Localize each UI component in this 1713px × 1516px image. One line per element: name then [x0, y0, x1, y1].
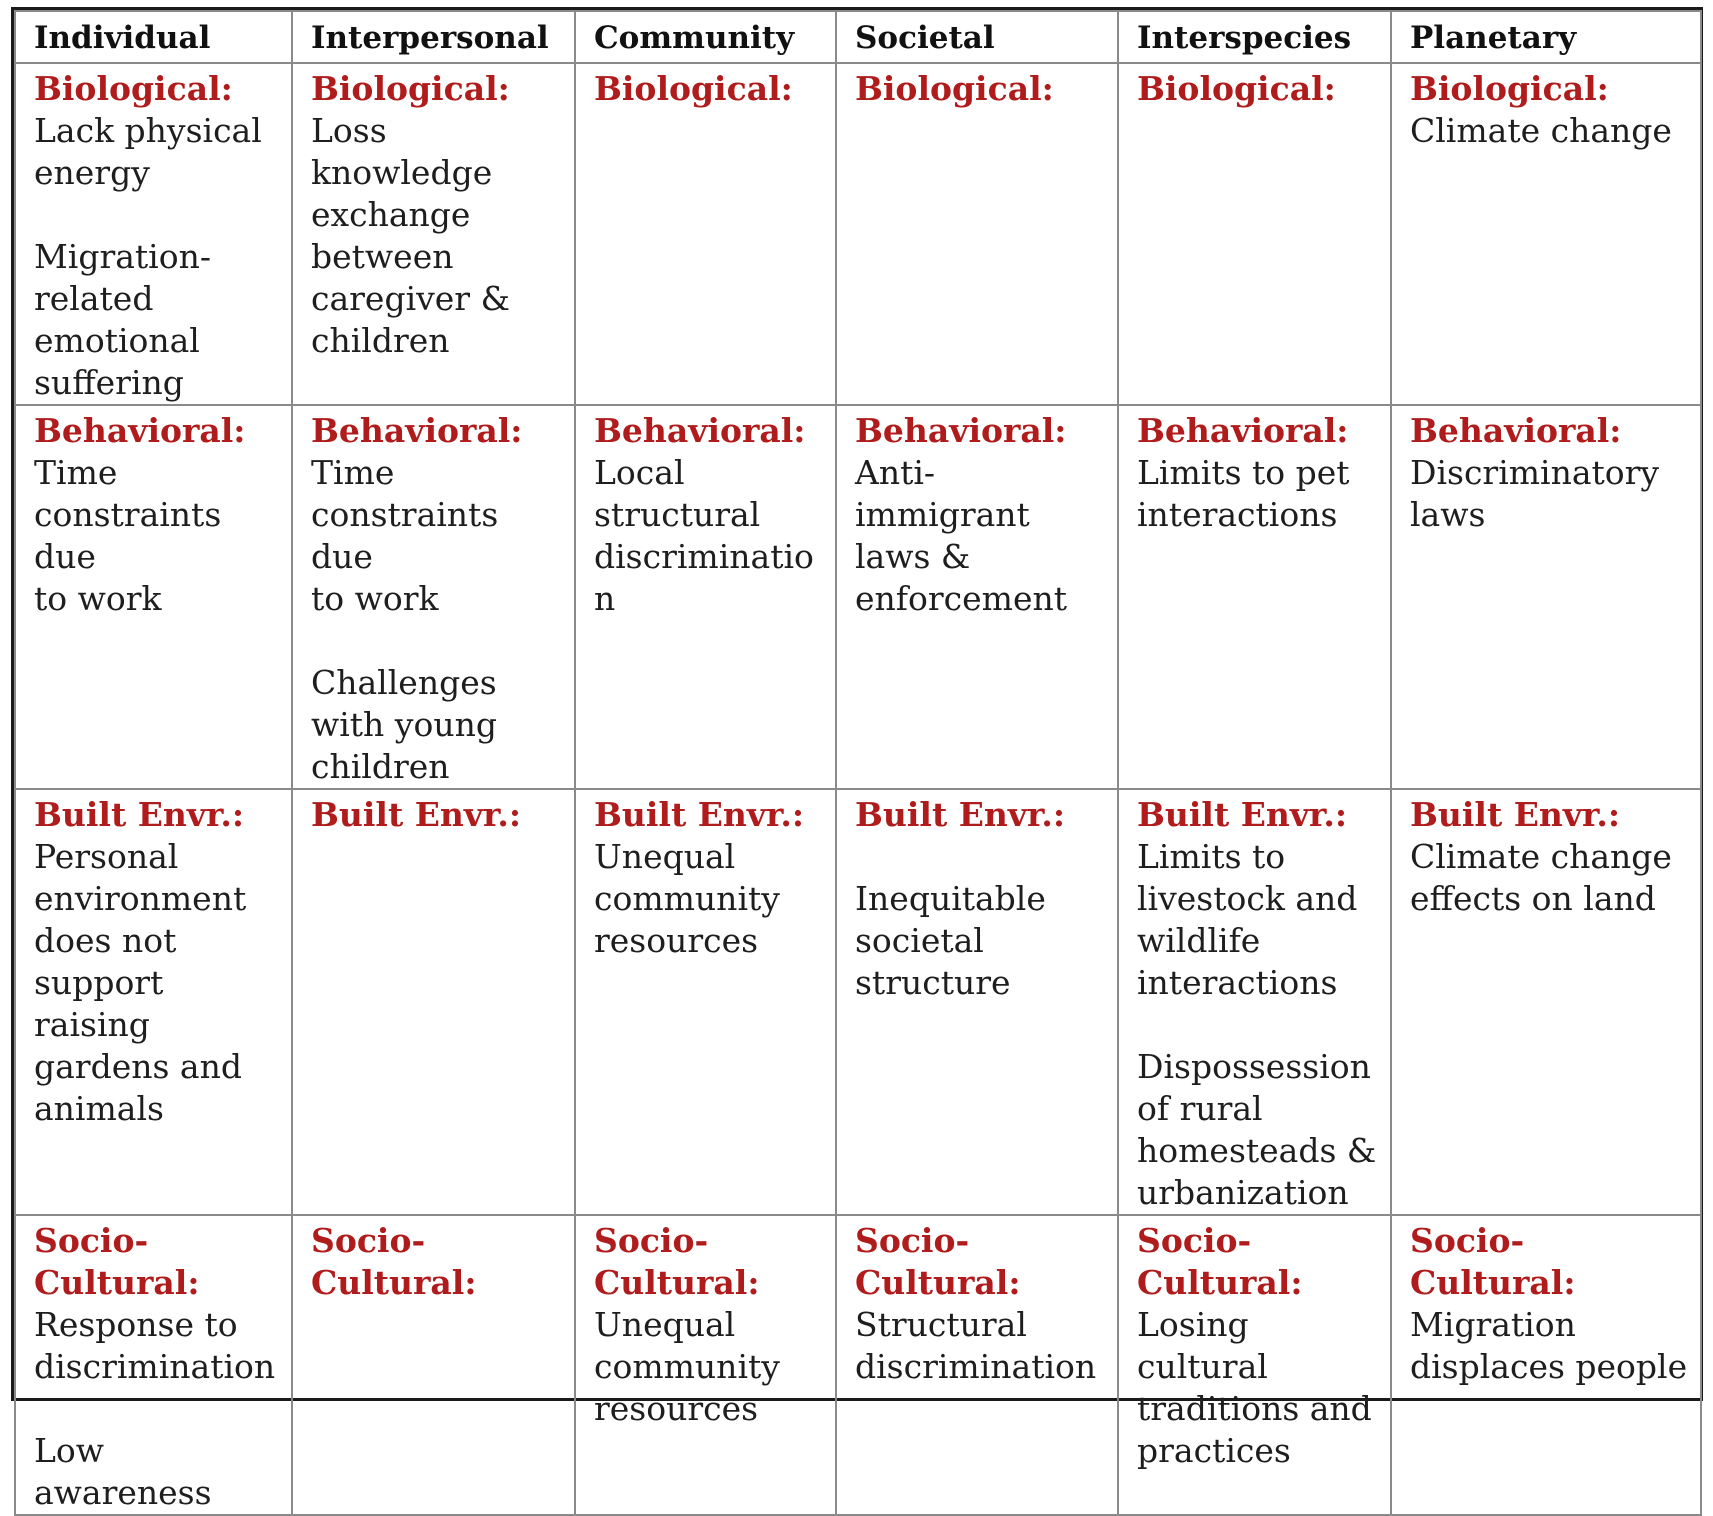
cell-text: Discriminatory laws	[1410, 453, 1660, 534]
cell-behavioral-interspecies	[1118, 405, 1391, 789]
header-interpersonal: Interpersonal	[292, 11, 575, 63]
category-label: Biological:	[1410, 69, 1609, 108]
header-community: Community	[575, 11, 836, 63]
header-row	[15, 11, 1701, 63]
cell-built-environment-societal	[836, 789, 1118, 1215]
header-societal: Societal	[836, 11, 1118, 63]
category-label: Socio- Cultural:	[1137, 1221, 1303, 1302]
category-label: Built Envr.:	[594, 795, 805, 834]
cell-socio-cultural-interpersonal	[292, 1215, 575, 1515]
cell-text: Loss knowledge exchange between caregiver & children	[311, 111, 510, 360]
category-label: Behavioral:	[855, 411, 1067, 450]
cell-text: Local structural discriminatio n	[594, 453, 814, 618]
cell-behavioral-societal	[836, 405, 1118, 789]
barriers-table	[14, 10, 1702, 1516]
cell-biological-individual	[15, 63, 292, 405]
cell-text: Limits to pet interactions	[1137, 453, 1350, 534]
category-label: Biological:	[34, 69, 233, 108]
category-label: Socio- Cultural:	[594, 1221, 760, 1302]
cell-socio-cultural-interspecies	[1118, 1215, 1391, 1515]
category-label: Behavioral:	[311, 411, 523, 450]
cell-text: Unequal community resources	[594, 1305, 780, 1428]
cell-text: Low awareness	[34, 1431, 212, 1512]
cell-built-environment-planetary	[1391, 789, 1701, 1215]
category-label: Behavioral:	[1137, 411, 1349, 450]
cell-text: Climate change effects on land	[1410, 837, 1672, 918]
cell-built-environment-interpersonal	[292, 789, 575, 1215]
category-label: Biological:	[1137, 69, 1336, 108]
header-interspecies: Interspecies	[1118, 11, 1391, 63]
cell-text: Climate change	[1410, 111, 1672, 150]
header-planetary: Planetary	[1391, 11, 1701, 63]
category-label: Behavioral:	[34, 411, 246, 450]
row-built-environment	[15, 789, 1701, 1215]
cell-text: Personal environment does not support raising gardens and animals	[34, 837, 247, 1128]
cell-biological-community	[575, 63, 836, 405]
cell-biological-societal	[836, 63, 1118, 405]
category-label: Built Envr.:	[34, 795, 245, 834]
category-label: Biological:	[855, 69, 1054, 108]
cell-socio-cultural-planetary	[1391, 1215, 1701, 1515]
category-label: Behavioral:	[594, 411, 806, 450]
cell-behavioral-community	[575, 405, 836, 789]
cell-text: Challenges with young children	[311, 663, 497, 786]
category-label: Socio- Cultural:	[311, 1221, 477, 1302]
cell-text: Time constraints due to work	[311, 453, 499, 618]
cell-biological-planetary	[1391, 63, 1701, 405]
category-label: Socio- Cultural:	[34, 1221, 200, 1302]
category-label: Behavioral:	[1410, 411, 1622, 450]
cell-text: Time constraints due to work	[34, 453, 222, 618]
cell-built-environment-interspecies	[1118, 789, 1391, 1215]
category-label: Built Envr.:	[1410, 795, 1621, 834]
cell-text: Dispossession of rural homesteads & urbanization	[1137, 1047, 1377, 1212]
cell-text: Anti-immigrant laws & enforcement	[855, 453, 1067, 618]
cell-text: Inequitable societal structure	[855, 879, 1046, 1002]
cell-text: Migration displaces people	[1410, 1305, 1688, 1386]
row-biological	[15, 63, 1701, 405]
cell-biological-interpersonal	[292, 63, 575, 405]
category-label: Built Envr.:	[1137, 795, 1348, 834]
cell-built-environment-community	[575, 789, 836, 1215]
cell-text: Unequal community resources	[594, 837, 780, 960]
category-label: Built Envr.:	[855, 795, 1066, 834]
cell-text: Migration- related emotional suffering	[34, 237, 212, 402]
cell-text: Response to discrimination	[34, 1305, 276, 1386]
cell-text: Losing cultural traditions and practices	[1137, 1305, 1372, 1470]
cell-socio-cultural-community	[575, 1215, 836, 1515]
category-label: Biological:	[594, 69, 793, 108]
cell-built-environment-individual	[15, 789, 292, 1215]
cell-biological-interspecies	[1118, 63, 1391, 405]
barriers-table-frame	[11, 7, 1703, 1512]
cell-text: Limits to livestock and wildlife interactions	[1137, 837, 1358, 1002]
cell-socio-cultural-societal	[836, 1215, 1118, 1515]
cell-text: Lack physical energy	[34, 111, 262, 192]
header-individual: Individual	[15, 11, 292, 63]
category-label: Socio- Cultural:	[855, 1221, 1021, 1302]
category-label: Biological:	[311, 69, 510, 108]
category-label: Built Envr.:	[311, 795, 522, 834]
cell-behavioral-planetary	[1391, 405, 1701, 789]
cell-text: Structural discrimination	[855, 1305, 1097, 1386]
row-behavioral	[15, 405, 1701, 789]
row-socio-cultural	[15, 1215, 1701, 1515]
cell-behavioral-individual	[15, 405, 292, 789]
category-label: Socio-Cultural:	[1410, 1221, 1576, 1302]
cell-socio-cultural-individual	[15, 1215, 292, 1515]
cell-behavioral-interpersonal	[292, 405, 575, 789]
